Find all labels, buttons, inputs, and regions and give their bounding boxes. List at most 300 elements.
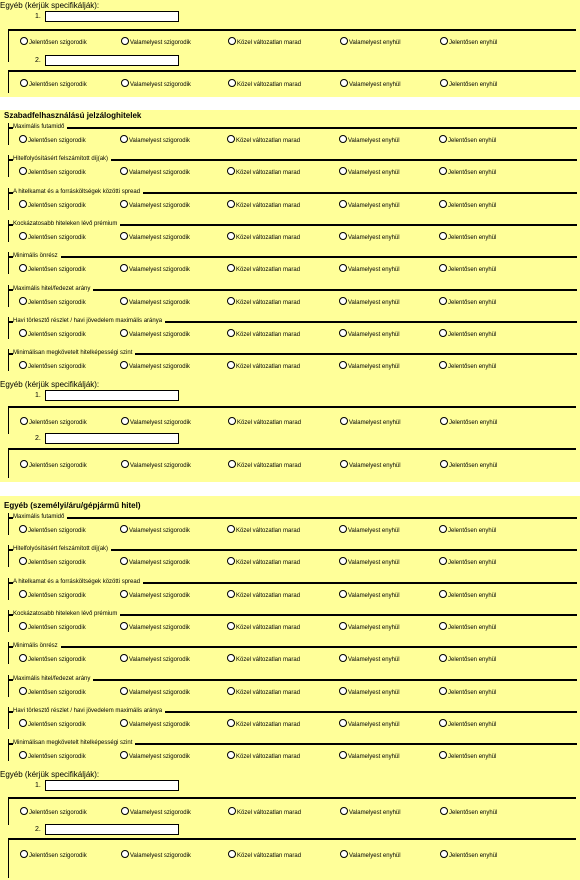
option-label: Valamelyest enyhül xyxy=(348,234,400,241)
option-somewhat-tighten[interactable] xyxy=(121,807,191,818)
radio-button[interactable] xyxy=(340,807,348,815)
radio-button[interactable] xyxy=(439,622,447,630)
option-somewhat-tighten[interactable] xyxy=(120,329,190,340)
option-somewhat-ease[interactable] xyxy=(339,167,400,178)
radio-button[interactable] xyxy=(121,417,129,425)
option-unchanged[interactable] xyxy=(228,37,301,48)
option-label: Valamelyest enyhül xyxy=(349,40,401,46)
radio-button[interactable] xyxy=(120,200,128,208)
radio-button[interactable] xyxy=(120,264,128,272)
option-somewhat-ease[interactable] xyxy=(339,719,400,730)
radio-button[interactable] xyxy=(339,167,347,175)
question-group xyxy=(8,610,577,632)
other-1-input[interactable] xyxy=(45,11,179,22)
option-label: Valamelyest enyhül xyxy=(348,267,400,274)
option-significantly-tighten[interactable] xyxy=(19,200,86,211)
option-significantly-ease[interactable] xyxy=(439,719,496,730)
option-significantly-ease[interactable] xyxy=(439,751,496,762)
option-significantly-tighten[interactable] xyxy=(19,687,86,698)
radio-button[interactable] xyxy=(120,590,128,598)
option-somewhat-tighten[interactable] xyxy=(120,719,190,730)
option-unchanged[interactable] xyxy=(227,622,300,633)
other-1-options xyxy=(8,413,576,431)
option-significantly-ease[interactable] xyxy=(439,135,496,146)
radio-button[interactable] xyxy=(227,654,235,662)
option-significantly-tighten[interactable] xyxy=(19,135,86,146)
radio-button[interactable] xyxy=(19,264,27,272)
radio-button[interactable] xyxy=(439,135,447,143)
radio-button[interactable] xyxy=(339,200,347,208)
radio-button[interactable] xyxy=(439,232,447,240)
radio-button[interactable] xyxy=(439,264,447,272)
option-somewhat-tighten[interactable] xyxy=(120,167,190,178)
radio-button[interactable] xyxy=(340,850,348,858)
option-label: Valamelyest szigorodik xyxy=(129,689,190,696)
divider xyxy=(8,448,576,450)
option-somewhat-ease[interactable] xyxy=(340,37,401,48)
radio-button[interactable] xyxy=(227,329,235,337)
radio-button[interactable] xyxy=(440,850,448,858)
group-border xyxy=(9,289,577,291)
radio-button[interactable] xyxy=(339,232,347,240)
option-unchanged[interactable] xyxy=(228,850,301,861)
radio-button[interactable] xyxy=(439,525,447,533)
radio-button[interactable] xyxy=(227,751,235,759)
radio-button[interactable] xyxy=(19,297,27,305)
section-title-mortgage: Szabadfelhasználású jelzáloghitelek xyxy=(4,111,142,120)
radio-button[interactable] xyxy=(228,807,236,815)
radio-button[interactable] xyxy=(340,417,348,425)
option-unchanged[interactable] xyxy=(227,590,300,601)
radio-button[interactable] xyxy=(120,719,128,727)
option-label: Jelentősen szigorodik xyxy=(28,299,86,306)
option-significantly-tighten[interactable] xyxy=(19,654,86,665)
radio-button[interactable] xyxy=(439,200,447,208)
option-significantly-ease[interactable] xyxy=(439,200,496,211)
radio-button[interactable] xyxy=(227,264,235,272)
radio-button[interactable] xyxy=(227,622,235,630)
option-significantly-ease[interactable] xyxy=(439,654,496,665)
radio-button[interactable] xyxy=(440,79,448,87)
option-somewhat-tighten[interactable] xyxy=(120,361,190,372)
radio-button[interactable] xyxy=(120,167,128,175)
option-significantly-ease[interactable] xyxy=(439,232,496,243)
option-unchanged[interactable] xyxy=(227,297,300,308)
option-somewhat-ease[interactable] xyxy=(339,264,400,275)
option-significantly-ease[interactable] xyxy=(439,264,496,275)
radio-button[interactable] xyxy=(20,850,28,858)
option-somewhat-ease[interactable] xyxy=(339,687,400,698)
radio-button[interactable] xyxy=(439,654,447,662)
other-1-input[interactable] xyxy=(45,390,179,401)
radio-button[interactable] xyxy=(440,37,448,45)
option-label: Jelentősen szigorodik xyxy=(28,267,86,274)
radio-button[interactable] xyxy=(340,37,348,45)
divider xyxy=(8,406,576,408)
option-label: Közel változatlan marad xyxy=(236,721,301,728)
option-significantly-tighten[interactable] xyxy=(19,590,86,601)
radio-button[interactable] xyxy=(339,329,347,337)
option-somewhat-tighten[interactable] xyxy=(120,751,190,762)
option-label: Jelentősen szigorodik xyxy=(29,853,87,859)
option-somewhat-tighten[interactable] xyxy=(120,297,190,308)
option-unchanged[interactable] xyxy=(227,525,300,536)
option-significantly-tighten[interactable] xyxy=(19,329,86,340)
option-label: Valamelyest szigorodik xyxy=(130,463,191,469)
radio-button[interactable] xyxy=(121,850,129,858)
radio-button[interactable] xyxy=(120,687,128,695)
option-significantly-ease[interactable] xyxy=(440,460,497,471)
radio-button[interactable] xyxy=(121,807,129,815)
question-label: Minimális önrész xyxy=(13,252,61,260)
option-label: Jelentősen szigorodik xyxy=(28,721,86,728)
other-2-input[interactable] xyxy=(45,824,179,835)
radio-button[interactable] xyxy=(339,590,347,598)
radio-button[interactable] xyxy=(19,232,27,240)
option-label: Valamelyest enyhül xyxy=(348,689,400,696)
radio-button[interactable] xyxy=(439,557,447,565)
radio-button[interactable] xyxy=(120,622,128,630)
option-significantly-tighten[interactable] xyxy=(20,79,87,90)
radio-button[interactable] xyxy=(120,297,128,305)
option-label: Jelentősen enyhül xyxy=(448,689,497,696)
option-unchanged[interactable] xyxy=(227,719,300,730)
option-significantly-ease[interactable] xyxy=(439,167,496,178)
radio-button[interactable] xyxy=(339,135,347,143)
radio-button[interactable] xyxy=(19,654,27,662)
radio-button[interactable] xyxy=(20,79,28,87)
option-significantly-tighten[interactable] xyxy=(19,751,86,762)
radio-button[interactable] xyxy=(227,135,235,143)
option-label: Valamelyest szigorodik xyxy=(129,592,190,599)
option-somewhat-ease[interactable] xyxy=(339,200,400,211)
option-somewhat-ease[interactable] xyxy=(339,590,400,601)
option-label: Jelentősen enyhül xyxy=(448,624,497,631)
option-somewhat-ease[interactable] xyxy=(339,329,400,340)
radio-button[interactable] xyxy=(227,297,235,305)
option-significantly-tighten[interactable] xyxy=(19,297,86,308)
radio-button[interactable] xyxy=(227,200,235,208)
radio-button[interactable] xyxy=(439,361,447,369)
option-somewhat-tighten[interactable] xyxy=(121,850,191,861)
radio-button[interactable] xyxy=(339,525,347,533)
radio-button[interactable] xyxy=(227,719,235,727)
radio-button[interactable] xyxy=(439,687,447,695)
option-somewhat-ease[interactable] xyxy=(339,361,400,372)
radio-button[interactable] xyxy=(19,622,27,630)
option-label: Valamelyest szigorodik xyxy=(129,331,190,338)
option-unchanged[interactable] xyxy=(227,135,300,146)
option-significantly-tighten[interactable] xyxy=(20,850,87,861)
option-label: Valamelyest szigorodik xyxy=(129,299,190,306)
question-label: Maximális futamidő xyxy=(13,123,67,131)
option-somewhat-ease[interactable] xyxy=(340,79,401,90)
option-label: Valamelyest enyhül xyxy=(348,592,400,599)
option-somewhat-ease[interactable] xyxy=(339,232,400,243)
section-title-consumer: Egyéb (személyi/áru/gépjármű hitel) xyxy=(4,501,141,510)
option-somewhat-tighten[interactable] xyxy=(121,37,191,48)
radio-button[interactable] xyxy=(19,751,27,759)
option-somewhat-ease[interactable] xyxy=(339,297,400,308)
radio-button[interactable] xyxy=(439,297,447,305)
option-label: Jelentősen enyhül xyxy=(449,810,498,816)
radio-button[interactable] xyxy=(19,361,27,369)
option-somewhat-tighten[interactable] xyxy=(120,622,190,633)
question-label: Havi törlesztő részlet / havi jövedelem maximális aránya xyxy=(13,317,165,325)
radio-button[interactable] xyxy=(19,525,27,533)
option-unchanged[interactable] xyxy=(227,751,300,762)
radio-button[interactable] xyxy=(19,687,27,695)
option-label: Közel változatlan marad xyxy=(236,202,301,209)
option-label: Jelentősen szigorodik xyxy=(28,592,86,599)
option-somewhat-tighten[interactable] xyxy=(121,417,191,428)
radio-button[interactable] xyxy=(227,557,235,565)
option-unchanged[interactable] xyxy=(228,417,301,428)
radio-button[interactable] xyxy=(227,525,235,533)
option-label: Jelentősen enyhül xyxy=(448,721,497,728)
radio-button[interactable] xyxy=(120,135,128,143)
option-label: Valamelyest enyhül xyxy=(349,463,401,469)
radio-button[interactable] xyxy=(120,525,128,533)
option-label: Valamelyest szigorodik xyxy=(130,40,191,46)
radio-button[interactable] xyxy=(121,79,129,87)
option-label: Jelentősen szigorodik xyxy=(28,528,86,534)
option-somewhat-ease[interactable] xyxy=(339,557,400,568)
option-somewhat-tighten[interactable] xyxy=(120,264,190,275)
radio-button[interactable] xyxy=(439,329,447,337)
radio-button[interactable] xyxy=(19,557,27,565)
radio-button[interactable] xyxy=(228,79,236,87)
radio-button[interactable] xyxy=(228,37,236,45)
option-label: Közel változatlan marad xyxy=(236,560,301,567)
radio-button[interactable] xyxy=(228,460,236,468)
question-group xyxy=(8,739,577,761)
radio-button[interactable] xyxy=(227,687,235,695)
option-significantly-tighten[interactable] xyxy=(19,719,86,730)
option-somewhat-tighten[interactable] xyxy=(120,525,190,536)
radio-button[interactable] xyxy=(120,232,128,240)
option-label: Jelentősen szigorodik xyxy=(28,560,86,567)
radio-button[interactable] xyxy=(339,719,347,727)
option-label: Közel változatlan marad xyxy=(236,299,301,306)
radio-button[interactable] xyxy=(120,751,128,759)
option-label: Közel változatlan marad xyxy=(237,40,302,46)
option-label: Jelentősen enyhül xyxy=(449,82,498,88)
option-label: Közel változatlan marad xyxy=(236,528,301,534)
option-label: Közel változatlan marad xyxy=(236,657,301,664)
option-significantly-ease[interactable] xyxy=(439,297,496,308)
radio-button[interactable] xyxy=(120,557,128,565)
option-somewhat-ease[interactable] xyxy=(339,622,400,633)
option-significantly-tighten[interactable] xyxy=(19,232,86,243)
radio-button[interactable] xyxy=(227,232,235,240)
question-group xyxy=(8,707,577,729)
option-label: Jelentősen enyhül xyxy=(448,364,497,371)
option-unchanged[interactable] xyxy=(227,361,300,372)
radio-button[interactable] xyxy=(19,719,27,727)
option-label: Jelentősen szigorodik xyxy=(28,202,86,209)
option-significantly-tighten[interactable] xyxy=(20,417,87,428)
option-label: Valamelyest enyhül xyxy=(348,331,400,338)
option-unchanged[interactable] xyxy=(227,687,300,698)
option-significantly-ease[interactable] xyxy=(439,590,496,601)
option-unchanged[interactable] xyxy=(228,460,301,471)
option-unchanged[interactable] xyxy=(228,79,301,90)
option-significantly-tighten[interactable] xyxy=(19,622,86,633)
question-label: A hitelkamat és a forrásköltségek közötti spread xyxy=(13,188,143,196)
other-2-input[interactable] xyxy=(45,55,179,66)
option-somewhat-ease[interactable] xyxy=(339,135,400,146)
option-somewhat-ease[interactable] xyxy=(340,417,401,428)
option-significantly-ease[interactable] xyxy=(440,850,497,861)
radio-button[interactable] xyxy=(339,622,347,630)
radio-button[interactable] xyxy=(439,751,447,759)
option-label: Valamelyest enyhül xyxy=(348,624,400,631)
option-unchanged[interactable] xyxy=(227,557,300,568)
option-label: Jelentősen enyhül xyxy=(449,463,498,469)
radio-button[interactable] xyxy=(20,460,28,468)
radio-button[interactable] xyxy=(339,264,347,272)
question-group xyxy=(8,252,577,274)
option-unchanged[interactable] xyxy=(227,200,300,211)
radio-button[interactable] xyxy=(439,719,447,727)
radio-button[interactable] xyxy=(20,807,28,815)
radio-button[interactable] xyxy=(228,850,236,858)
radio-button[interactable] xyxy=(19,590,27,598)
option-somewhat-tighten[interactable] xyxy=(120,557,190,568)
other-1-label: 1. xyxy=(35,13,41,20)
option-unchanged[interactable] xyxy=(227,329,300,340)
option-label: Valamelyest enyhül xyxy=(349,810,401,816)
radio-button[interactable] xyxy=(340,79,348,87)
radio-button[interactable] xyxy=(440,460,448,468)
radio-button[interactable] xyxy=(439,590,447,598)
option-somewhat-tighten[interactable] xyxy=(120,232,190,243)
radio-button[interactable] xyxy=(339,557,347,565)
divider xyxy=(8,838,576,840)
option-significantly-tighten[interactable] xyxy=(19,167,86,178)
radio-button[interactable] xyxy=(19,135,27,143)
radio-button[interactable] xyxy=(340,460,348,468)
radio-button[interactable] xyxy=(20,417,28,425)
option-somewhat-tighten[interactable] xyxy=(120,135,190,146)
option-significantly-ease[interactable] xyxy=(439,329,496,340)
other-2-input[interactable] xyxy=(45,433,179,444)
radio-button[interactable] xyxy=(19,167,27,175)
radio-button[interactable] xyxy=(120,329,128,337)
question-group xyxy=(8,675,577,697)
option-somewhat-tighten[interactable] xyxy=(121,460,191,471)
option-label: Valamelyest szigorodik xyxy=(129,754,190,761)
option-somewhat-tighten[interactable] xyxy=(120,687,190,698)
radio-button[interactable] xyxy=(339,361,347,369)
option-significantly-ease[interactable] xyxy=(439,687,496,698)
other-2-options xyxy=(8,846,576,864)
question-group xyxy=(8,349,577,371)
option-label: Jelentősen enyhül xyxy=(448,592,497,599)
radio-button[interactable] xyxy=(227,167,235,175)
option-somewhat-tighten[interactable] xyxy=(121,79,191,90)
radio-button[interactable] xyxy=(19,200,27,208)
option-unchanged[interactable] xyxy=(227,167,300,178)
radio-button[interactable] xyxy=(121,37,129,45)
question-label: Kockázatosabb hiteleken lévő prémium xyxy=(13,610,120,618)
radio-button[interactable] xyxy=(20,37,28,45)
option-label: Jelentősen enyhül xyxy=(448,170,497,177)
option-label: Közel változatlan marad xyxy=(236,138,301,144)
radio-button[interactable] xyxy=(228,417,236,425)
radio-button[interactable] xyxy=(19,329,27,337)
option-significantly-tighten[interactable] xyxy=(20,37,87,48)
radio-button[interactable] xyxy=(440,807,448,815)
option-somewhat-ease[interactable] xyxy=(339,654,400,665)
radio-button[interactable] xyxy=(339,687,347,695)
radio-button[interactable] xyxy=(227,361,235,369)
option-significantly-tighten[interactable] xyxy=(19,557,86,568)
option-unchanged[interactable] xyxy=(227,654,300,665)
option-unchanged[interactable] xyxy=(227,264,300,275)
option-somewhat-ease[interactable] xyxy=(340,460,401,471)
option-significantly-ease[interactable] xyxy=(440,417,497,428)
option-significantly-ease[interactable] xyxy=(440,37,497,48)
radio-button[interactable] xyxy=(121,460,129,468)
radio-button[interactable] xyxy=(339,654,347,662)
option-somewhat-ease[interactable] xyxy=(340,850,401,861)
option-significantly-ease[interactable] xyxy=(439,557,496,568)
option-label: Valamelyest enyhül xyxy=(349,420,401,426)
question-label: Kockázatosabb hiteleken lévő prémium xyxy=(13,220,120,228)
radio-button[interactable] xyxy=(120,654,128,662)
radio-button[interactable] xyxy=(227,590,235,598)
option-label: Valamelyest szigorodik xyxy=(129,202,190,209)
option-significantly-tighten[interactable] xyxy=(20,460,87,471)
option-somewhat-tighten[interactable] xyxy=(120,654,190,665)
group-border xyxy=(9,256,577,258)
option-significantly-tighten[interactable] xyxy=(19,525,86,536)
option-label: Jelentősen enyhül xyxy=(448,234,497,241)
option-significantly-tighten[interactable] xyxy=(19,361,86,372)
radio-button[interactable] xyxy=(339,297,347,305)
option-somewhat-tighten[interactable] xyxy=(120,590,190,601)
radio-button[interactable] xyxy=(440,417,448,425)
option-significantly-tighten[interactable] xyxy=(20,807,87,818)
option-somewhat-tighten[interactable] xyxy=(120,200,190,211)
option-significantly-ease[interactable] xyxy=(439,361,496,372)
option-significantly-ease[interactable] xyxy=(440,807,497,818)
option-significantly-ease[interactable] xyxy=(439,525,496,536)
option-significantly-ease[interactable] xyxy=(439,622,496,633)
option-label: Jelentősen enyhül xyxy=(448,560,497,567)
option-label: Valamelyest szigorodik xyxy=(130,420,191,426)
question-label: Maximális hitel/fedezet arány xyxy=(13,285,93,293)
option-significantly-tighten[interactable] xyxy=(19,264,86,275)
other-specify-label: Egyéb (kérjük specifikálják): xyxy=(0,380,100,389)
option-somewhat-ease[interactable] xyxy=(340,807,401,818)
option-somewhat-ease[interactable] xyxy=(339,525,400,536)
radio-button[interactable] xyxy=(339,751,347,759)
other-1-input[interactable] xyxy=(45,780,179,791)
option-label: Valamelyest szigorodik xyxy=(129,657,190,664)
radio-button[interactable] xyxy=(439,167,447,175)
option-unchanged[interactable] xyxy=(228,807,301,818)
option-label: Jelentősen enyhül xyxy=(448,754,497,761)
question-label: Havi törlesztő részlet / havi jövedelem maximális aránya xyxy=(13,707,165,715)
option-somewhat-ease[interactable] xyxy=(339,751,400,762)
option-significantly-ease[interactable] xyxy=(440,79,497,90)
option-unchanged[interactable] xyxy=(227,232,300,243)
radio-button[interactable] xyxy=(120,361,128,369)
question-label: Hitelfolyósításért felszámított díj(ak) xyxy=(13,545,111,553)
